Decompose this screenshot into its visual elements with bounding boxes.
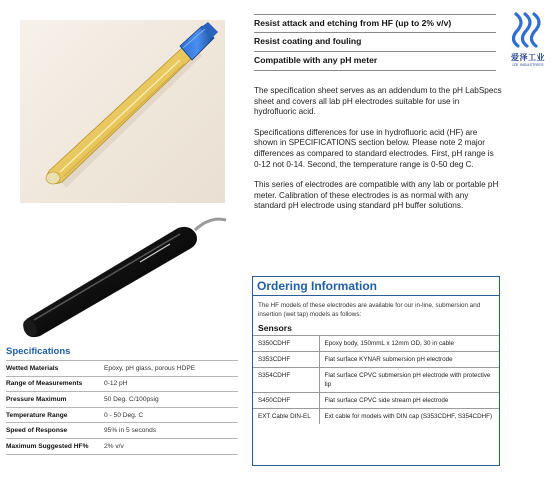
spec-value: 2% v/v — [104, 438, 238, 454]
model-description: Ext cable for models with DIN cap (S353CDHF, S354CDHF) — [319, 408, 499, 424]
description-text — [254, 86, 502, 222]
spec-key: Speed of Response — [6, 423, 104, 439]
table-row — [253, 367, 499, 392]
table-row — [6, 438, 238, 454]
spec-key: Wetted Materials — [6, 361, 104, 377]
feature-item: Resist coating and fouling — [254, 33, 496, 52]
spec-key: Pressure Maximum — [6, 392, 104, 408]
table-row — [253, 408, 499, 424]
table-row — [6, 392, 238, 408]
ordering-intro: The HF models of these electrodes are available for our in-line, submersion and insertion (wet tap) models as follows: — [258, 302, 481, 318]
table-row — [253, 351, 499, 367]
ordering-title: Ordering Information — [253, 277, 499, 296]
table-row — [6, 423, 238, 439]
feature-item: Resist attack and etching from HF (up to 2% v/v) — [254, 14, 496, 33]
feature-list — [254, 14, 496, 71]
feature-item: Compatible with any pH meter — [254, 52, 496, 71]
spec-value: Epoxy, pH glass, porous HDPE — [104, 361, 238, 377]
table-row — [6, 361, 238, 377]
model-code: S350CDHF — [253, 335, 319, 351]
paragraph: The specification sheet serves as an addendum to the pH LabSpecs sheet and covers all lab pH electrodes suitable for use in hydrofluoric acid. — [254, 86, 502, 117]
model-code: S353CDHF — [253, 351, 319, 367]
paragraph: Specifications differences for use in hydrofluoric acid (HF) are shown in SPECIFICATIONS section below. Please note 2 major differences as compared to standard electrodes. First, pH range is 0-12 not 0-14. Second, the temperature range is 0-50 deg C. — [254, 127, 494, 169]
paragraph: This series of electrodes are compatible with any lab or portable pH meter. Calibration of these electrodes is as normal with any standard pH electrode using standard pH buffer solutions. — [254, 180, 499, 211]
specifications-table — [6, 360, 238, 455]
specifications-title: Specifications — [6, 346, 71, 357]
epoxy-electrode-photo — [20, 210, 230, 338]
spec-value: 0 - 50 Deg. C — [104, 407, 238, 423]
model-description: Flat surface CPVC side stream pH electrode — [319, 392, 499, 408]
model-description: Flat surface CPVC submersion pH electrode with protective tip — [319, 367, 499, 392]
table-row — [253, 335, 499, 351]
sensors-table — [253, 335, 499, 424]
spec-value: 95% in 5 seconds — [104, 423, 238, 439]
spec-value: 50 Deg. C/100psig — [104, 392, 238, 408]
ordering-information-box — [252, 276, 500, 466]
sensors-heading: Sensors — [258, 322, 292, 333]
model-code: S450CDHF — [253, 392, 319, 408]
spec-key: Maximum Suggested HF% — [6, 438, 104, 454]
company-logo — [506, 10, 550, 72]
model-description: Flat surface KYNAR submersion pH electrode — [319, 351, 499, 367]
spec-key: Range of Measurements — [6, 376, 104, 392]
table-row — [6, 407, 238, 423]
logo-chinese-text: 爱泽工业 — [511, 53, 545, 62]
spec-value: 0-12 pH — [104, 376, 238, 392]
model-code: EXT Cable DIN-EL — [253, 408, 319, 424]
table-row — [6, 376, 238, 392]
glass-electrode-photo — [20, 20, 225, 203]
model-code: S354CDHF — [253, 367, 319, 392]
logo-english-text: IZE INDUSTRIES — [512, 63, 544, 67]
table-row — [253, 392, 499, 408]
spec-key: Temperature Range — [6, 407, 104, 423]
wave-logo-icon — [512, 10, 544, 50]
model-description: Epoxy body, 150mmL x 12mm OD, 30 in cable — [319, 335, 499, 351]
